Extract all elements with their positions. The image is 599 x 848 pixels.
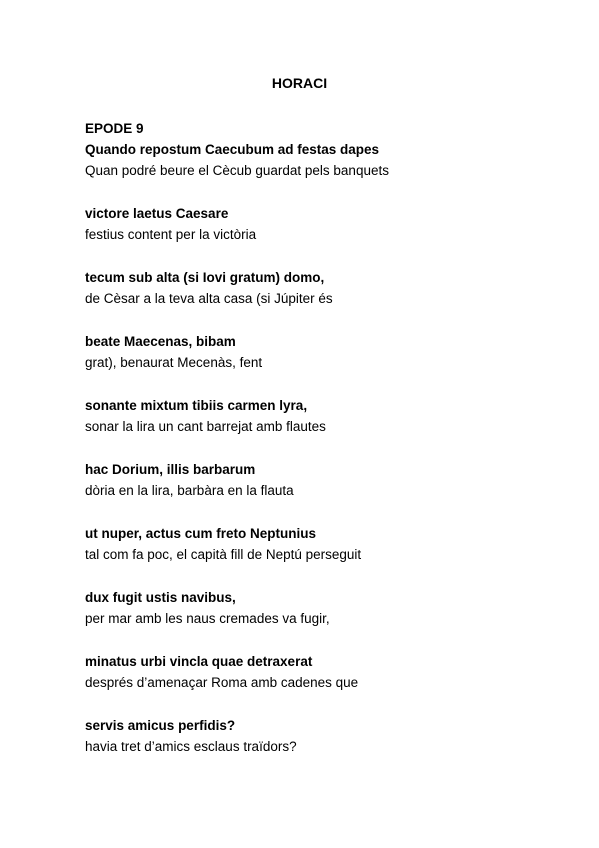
catalan-line: Quan podré beure el Cècub guardat pels banquets <box>85 163 389 178</box>
stanza <box>85 118 565 181</box>
catalan-line: grat), benaurat Mecenàs, fent <box>85 355 263 370</box>
catalan-line: dòria en la lira, barbàra en la flauta <box>85 483 294 498</box>
latin-line: tecum sub alta (si Iovi gratum) domo, <box>85 270 325 285</box>
stanza <box>85 523 565 565</box>
catalan-line: havia tret d’amics esclaus traïdors? <box>85 739 297 754</box>
stanza <box>85 715 565 757</box>
latin-line: Quando repostum Caecubum ad festas dapes <box>85 142 380 157</box>
catalan-line: tal com fa poc, el capità fill de Neptú perseguit <box>85 547 362 562</box>
catalan-line: després d’amenaçar Roma amb cadenes que <box>85 675 359 690</box>
document-title: HORACI <box>271 75 328 91</box>
stanza <box>85 331 565 373</box>
catalan-line: per mar amb les naus cremades va fugir, <box>85 611 330 626</box>
stanza <box>85 651 565 693</box>
latin-line: servis amicus perfidis? <box>85 718 236 733</box>
latin-line: victore laetus Caesare <box>85 206 229 221</box>
stanza <box>85 395 565 437</box>
catalan-line: de Cèsar a la teva alta casa (si Júpiter és <box>85 291 333 306</box>
stanza <box>85 587 565 629</box>
latin-line: sonante mixtum tibiis carmen lyra, <box>85 398 308 413</box>
stanza <box>85 459 565 501</box>
latin-line: ut nuper, actus cum freto Neptunius <box>85 526 317 541</box>
catalan-line: sonar la lira un cant barrejat amb flautes <box>85 419 326 434</box>
stanza <box>85 203 565 245</box>
latin-line: dux fugit ustis navibus, <box>85 590 236 605</box>
latin-line: beate Maecenas, bibam <box>85 334 236 349</box>
stanza <box>85 267 565 309</box>
latin-line: minatus urbi vincla quae detraxerat <box>85 654 313 669</box>
poem-body <box>85 118 565 779</box>
catalan-line: festius content per la victòria <box>85 227 257 242</box>
epode-heading: EPODE 9 <box>85 121 144 136</box>
latin-line: hac Dorium, illis barbarum <box>85 462 256 477</box>
